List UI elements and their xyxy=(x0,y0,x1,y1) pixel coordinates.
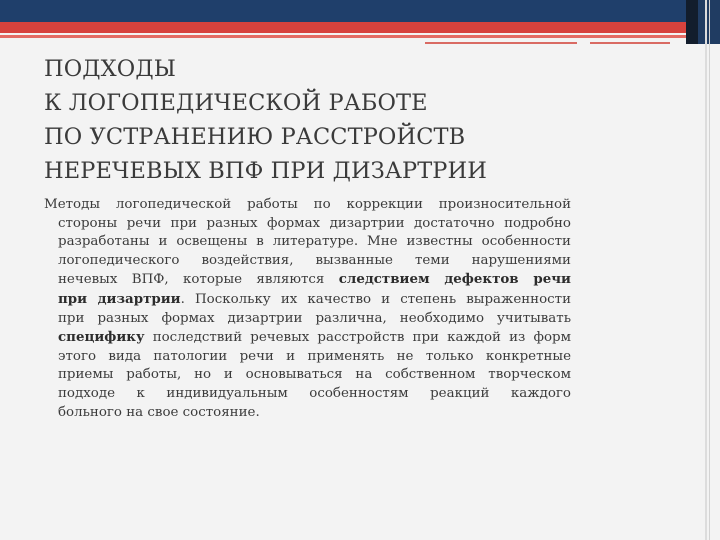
right-decoration xyxy=(686,0,720,540)
body-line xyxy=(44,290,571,310)
accent-rule-right xyxy=(590,42,670,44)
body-line: этого вида патологии речи и применять не только конкретные xyxy=(58,348,571,364)
accent-stripe-thin xyxy=(0,35,720,38)
vertical-rule xyxy=(705,0,707,540)
body-line: стороны речи при разных формах дизартрии достаточно подробно xyxy=(58,215,571,231)
body-line xyxy=(44,270,571,290)
title-line: ПОДХОДЫ xyxy=(44,56,176,82)
body-text: последствий речевых расстройств при каждой из форм xyxy=(144,330,571,346)
body-line: разработаны и освещены в литературе. Мне известны особенности xyxy=(58,234,571,250)
body-line: Методы логопедической работы по коррекции произносительной xyxy=(44,197,571,212)
title-line: НЕРЕЧЕВЫХ ВПФ ПРИ ДИЗАРТРИИ xyxy=(44,158,487,184)
accent-stripe xyxy=(0,22,720,33)
body-line xyxy=(44,328,571,348)
slide-title xyxy=(44,52,664,188)
body-line: подходе к индивидуальным особенностям реакций каждого xyxy=(58,385,571,401)
slide-body xyxy=(44,196,571,422)
emphasis-text: при дизартрии xyxy=(58,290,181,307)
accent-rule xyxy=(425,42,577,44)
body-line: приемы работы, но и основываться на собственном творческом xyxy=(58,367,571,383)
body-line: при разных формах дизартрии различна, необходимо учитывать xyxy=(58,310,571,326)
body-text: нечевых ВПФ, которые являются xyxy=(58,272,339,288)
emphasis-text: следствием дефектов речи xyxy=(338,271,571,288)
top-banner xyxy=(0,0,720,22)
vertical-rule-thin xyxy=(709,0,710,540)
body-text: . Поскольку их качество и степень выраженности xyxy=(180,291,571,307)
title-line: ПО УСТРАНЕНИЮ РАССТРОЙСТВ xyxy=(44,124,466,150)
body-line: логопедического воздействия, вызванные теми нарушениями xyxy=(58,252,571,268)
title-line: К ЛОГОПЕДИЧЕСКОЙ РАБОТЕ xyxy=(44,90,428,116)
body-line: больного на свое состояние. xyxy=(58,404,260,420)
corner-dark-block xyxy=(686,0,698,44)
emphasis-text: специфику xyxy=(58,329,145,346)
